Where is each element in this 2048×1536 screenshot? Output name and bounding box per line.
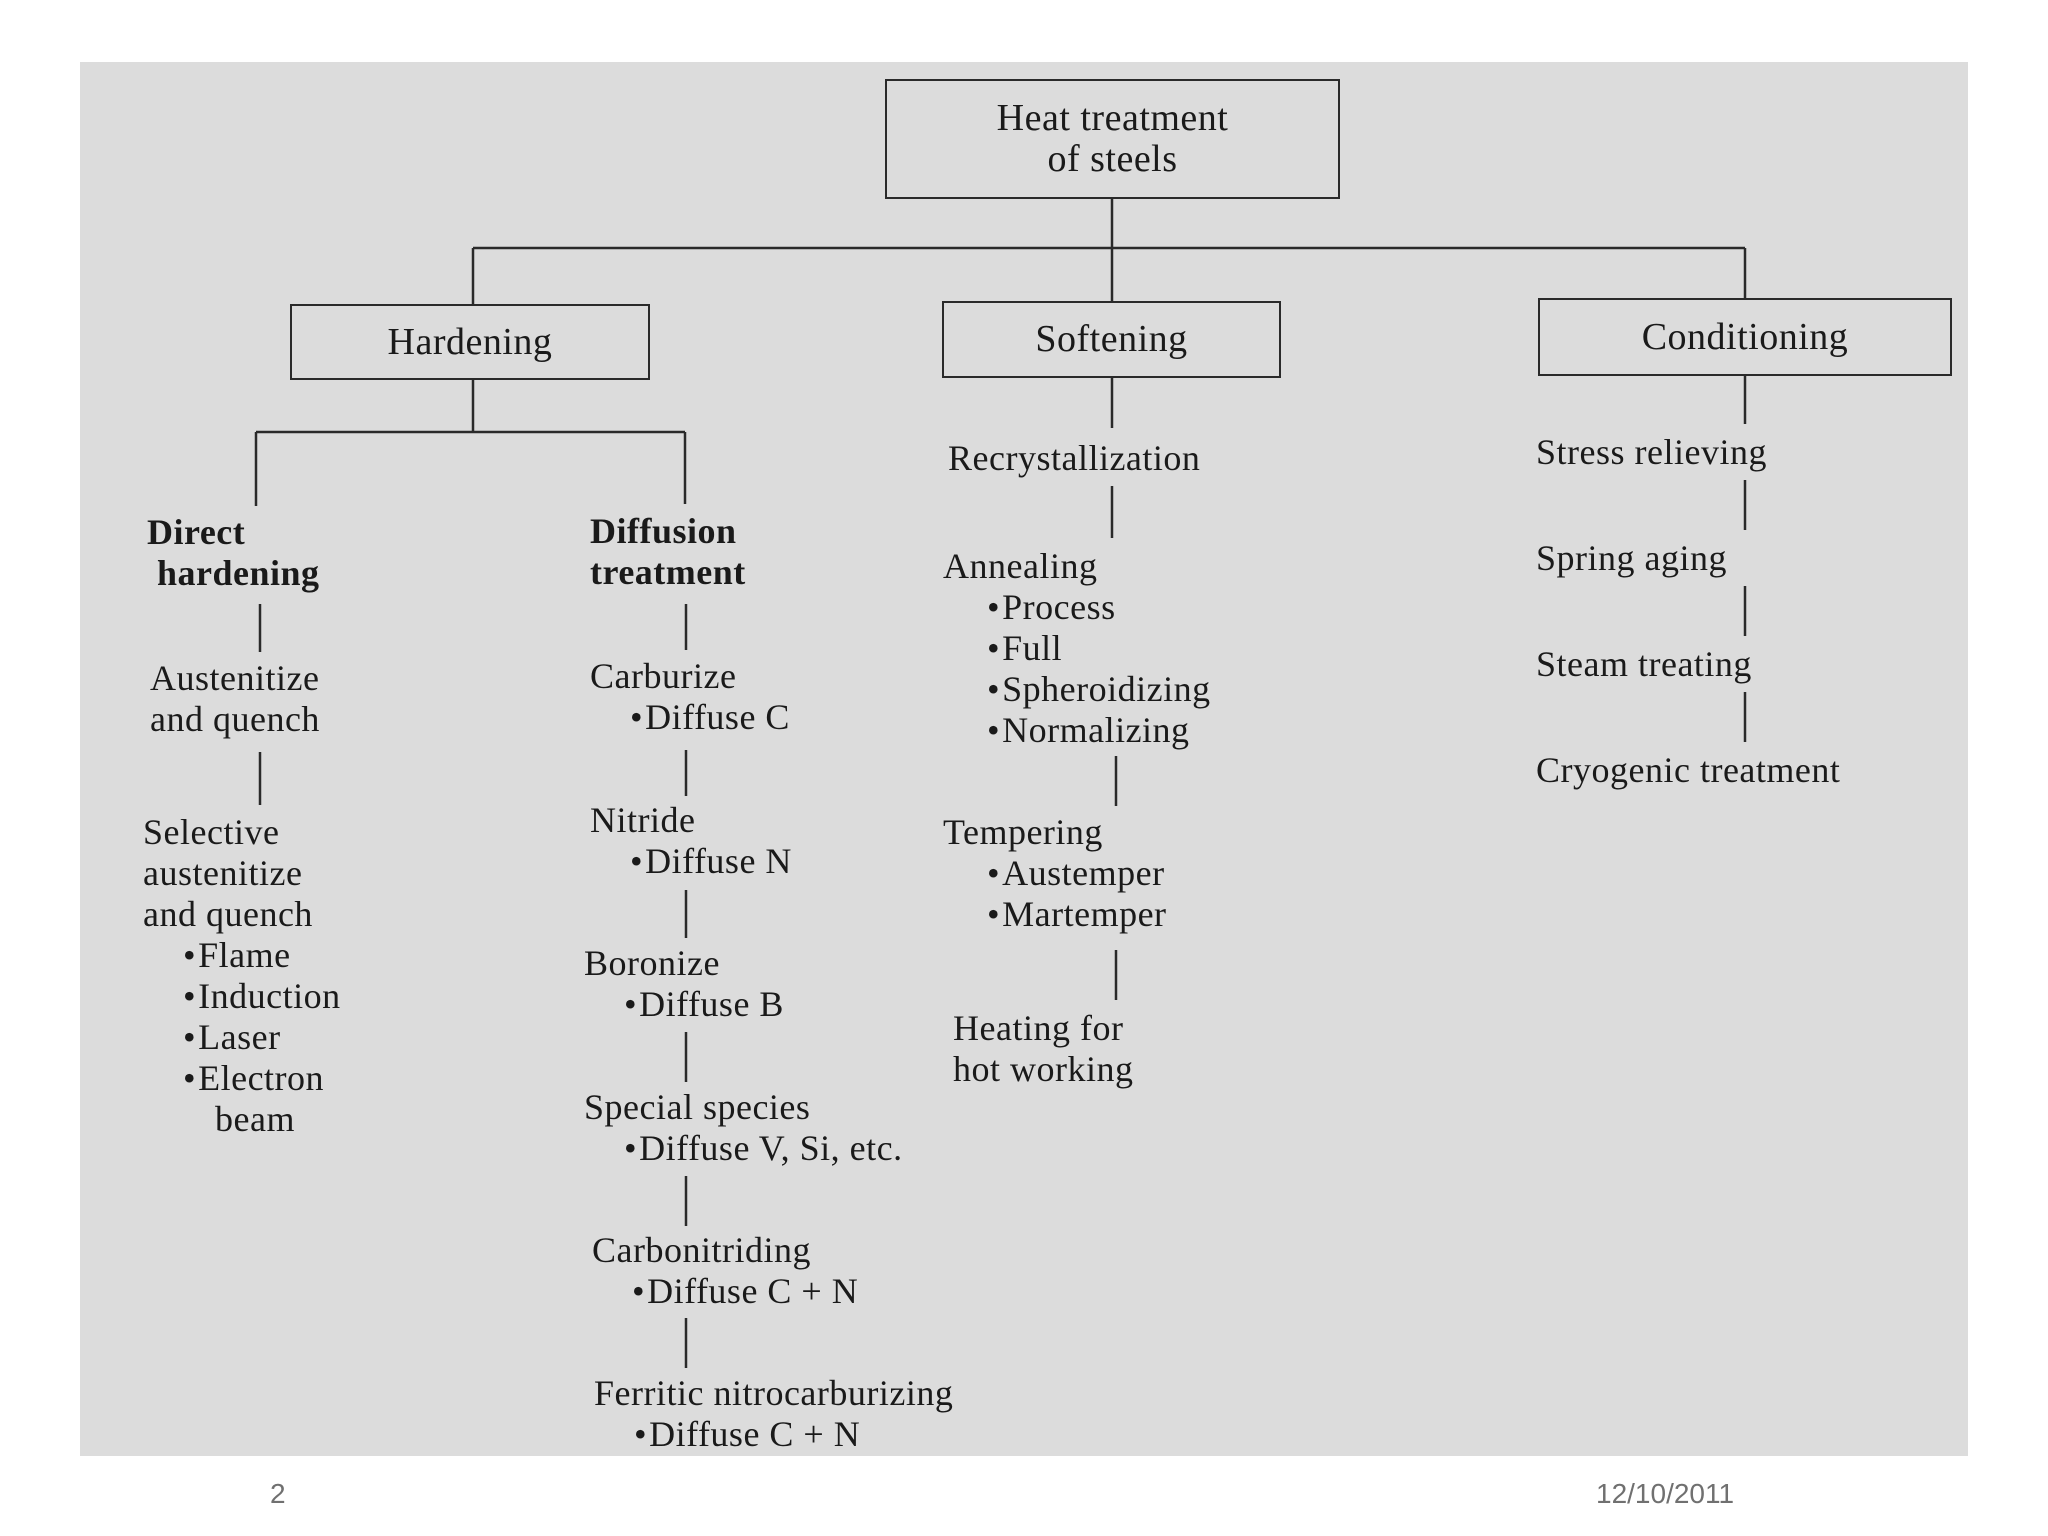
- tempering-node: [943, 812, 1167, 935]
- annealing-label: Annealing: [943, 546, 1098, 586]
- special-label: Special species: [584, 1087, 811, 1127]
- nitride-label: Nitride: [590, 800, 696, 840]
- austemper-item: • Austemper: [987, 853, 1167, 894]
- diffuse-v-si-item: • Diffuse V, Si, etc.: [624, 1128, 903, 1169]
- induction-item: • Induction: [183, 976, 341, 1017]
- recrystallization-node: Recrystallization: [948, 438, 1201, 478]
- tempering-label: Tempering: [943, 812, 1103, 852]
- boronize-label: Boronize: [584, 943, 720, 983]
- process-item: • Process: [987, 587, 1211, 628]
- root-line1: Heat treatment: [996, 97, 1229, 139]
- austenitize-line2: and quench: [150, 699, 320, 739]
- conditioning-label: Conditioning: [1641, 315, 1849, 358]
- direct-hardening-heading: [147, 512, 320, 594]
- direct-line1: Direct: [147, 512, 246, 552]
- martemper-item: • Martemper: [987, 894, 1167, 935]
- slide-date: 12/10/2011: [1596, 1478, 1735, 1509]
- austenitize-line1: Austenitize: [150, 658, 320, 698]
- cryogenic-treatment-node: Cryogenic treatment: [1536, 750, 1841, 790]
- ferritic-nitrocarburizing-node: [594, 1373, 953, 1455]
- diffuse-cn-item: • Diffuse C + N: [632, 1271, 858, 1312]
- nitride-node: [590, 800, 792, 882]
- steam-treating-node: Steam treating: [1536, 644, 1752, 684]
- annealing-node: [943, 546, 1211, 751]
- spheroidizing-item: • Spheroidizing: [987, 669, 1211, 710]
- selective-line3: and quench: [143, 894, 313, 934]
- diffuse-n-item: • Diffuse N: [630, 841, 792, 882]
- electron-beam-cont: beam: [215, 1099, 295, 1139]
- selective-line1: Selective: [143, 812, 280, 852]
- direct-line2: hardening: [157, 553, 320, 593]
- selective-austenitize-node: [143, 812, 341, 1140]
- heating-line2: hot working: [953, 1049, 1134, 1089]
- diffuse-cn-item-2: • Diffuse C + N: [634, 1414, 953, 1455]
- special-species-node: [584, 1087, 903, 1169]
- heating-hot-working-node: [953, 1008, 1134, 1090]
- page-number: 2: [270, 1478, 286, 1509]
- softening-box: [942, 301, 1281, 378]
- spring-aging-node: Spring aging: [1536, 538, 1727, 578]
- electron-item: • Electron: [183, 1058, 341, 1099]
- selective-line2: austenitize: [143, 853, 303, 893]
- diffusion-line1: Diffusion: [590, 511, 737, 551]
- heating-line1: Heating for: [953, 1008, 1124, 1048]
- flame-item: • Flame: [183, 935, 341, 976]
- carbonitriding-node: [592, 1230, 858, 1312]
- diffusion-line2: treatment: [590, 552, 746, 592]
- normalizing-item: • Normalizing: [987, 710, 1211, 751]
- root-box-heat-treatment: [885, 79, 1340, 199]
- conditioning-box: [1538, 298, 1952, 376]
- diffusion-treatment-heading: [590, 511, 746, 593]
- laser-item: • Laser: [183, 1017, 341, 1058]
- full-item: • Full: [987, 628, 1211, 669]
- hardening-label: Hardening: [387, 320, 553, 363]
- hardening-box: [290, 304, 650, 380]
- boronize-node: [584, 943, 784, 1025]
- diffuse-c-item: • Diffuse C: [630, 697, 790, 738]
- root-line2: of steels: [1047, 138, 1178, 180]
- carbonitriding-label: Carbonitriding: [592, 1230, 811, 1270]
- austenitize-quench-node: [150, 658, 320, 740]
- softening-label: Softening: [1035, 318, 1188, 360]
- ferritic-label: Ferritic nitrocarburizing: [594, 1373, 954, 1413]
- carburize-label: Carburize: [590, 656, 737, 696]
- stress-relieving-node: Stress relieving: [1536, 432, 1767, 472]
- carburize-node: [590, 656, 790, 738]
- diffuse-b-item: • Diffuse B: [624, 984, 784, 1025]
